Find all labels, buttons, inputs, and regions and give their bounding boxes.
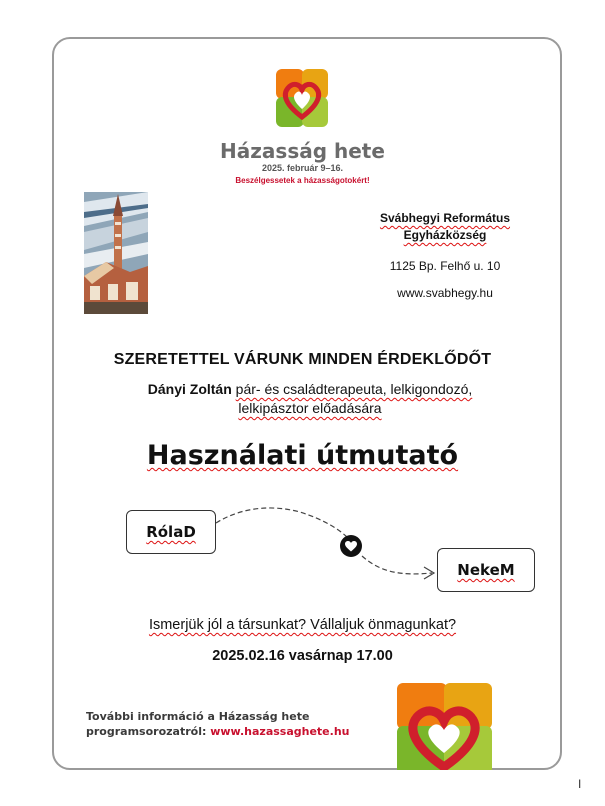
brand-title: Házasság hete <box>220 139 385 163</box>
brand-logo-large <box>397 683 492 770</box>
heart-icon <box>340 535 362 557</box>
stray-mark: I <box>578 777 582 791</box>
footer-link[interactable]: www.hazassaghete.hu <box>210 725 350 738</box>
speaker-roles: pár- és családterapeuta, lelkigondozó, <box>235 381 473 397</box>
left-box: RólaD <box>126 510 216 554</box>
brand-date: 2025. február 9–16. <box>261 163 344 173</box>
question-text: Ismerjük jól a társunkat? Vállaljuk önmagunkat? <box>148 617 457 633</box>
event-title: Használati útmutató <box>146 440 459 471</box>
brand-tagline: Beszélgessetek a házasságotokért! <box>235 176 370 185</box>
brand-logo <box>276 69 328 127</box>
event-datetime: 2025.02.16 vasárnap 17.00 <box>212 648 393 664</box>
headline: SZERETETTEL VÁRUNK MINDEN ÉRDEKLŐDŐT <box>113 351 492 368</box>
church-website: www.svabhegy.hu <box>397 286 493 300</box>
right-box: NekeM <box>437 548 535 592</box>
church-address: 1125 Bp. Felhő u. 10 <box>389 259 501 273</box>
speaker-name: Dányi Zoltán <box>147 381 232 397</box>
church-name: Svábhegyi Református Egyházközség <box>379 211 511 242</box>
speaker-roles-2: lelkipásztor előadására <box>238 400 382 416</box>
church-image <box>84 192 148 314</box>
speaker-line <box>100 380 520 418</box>
footer-info: További információ a Házasság hete programsorozatról: www.hazassaghete.hu <box>86 710 350 738</box>
